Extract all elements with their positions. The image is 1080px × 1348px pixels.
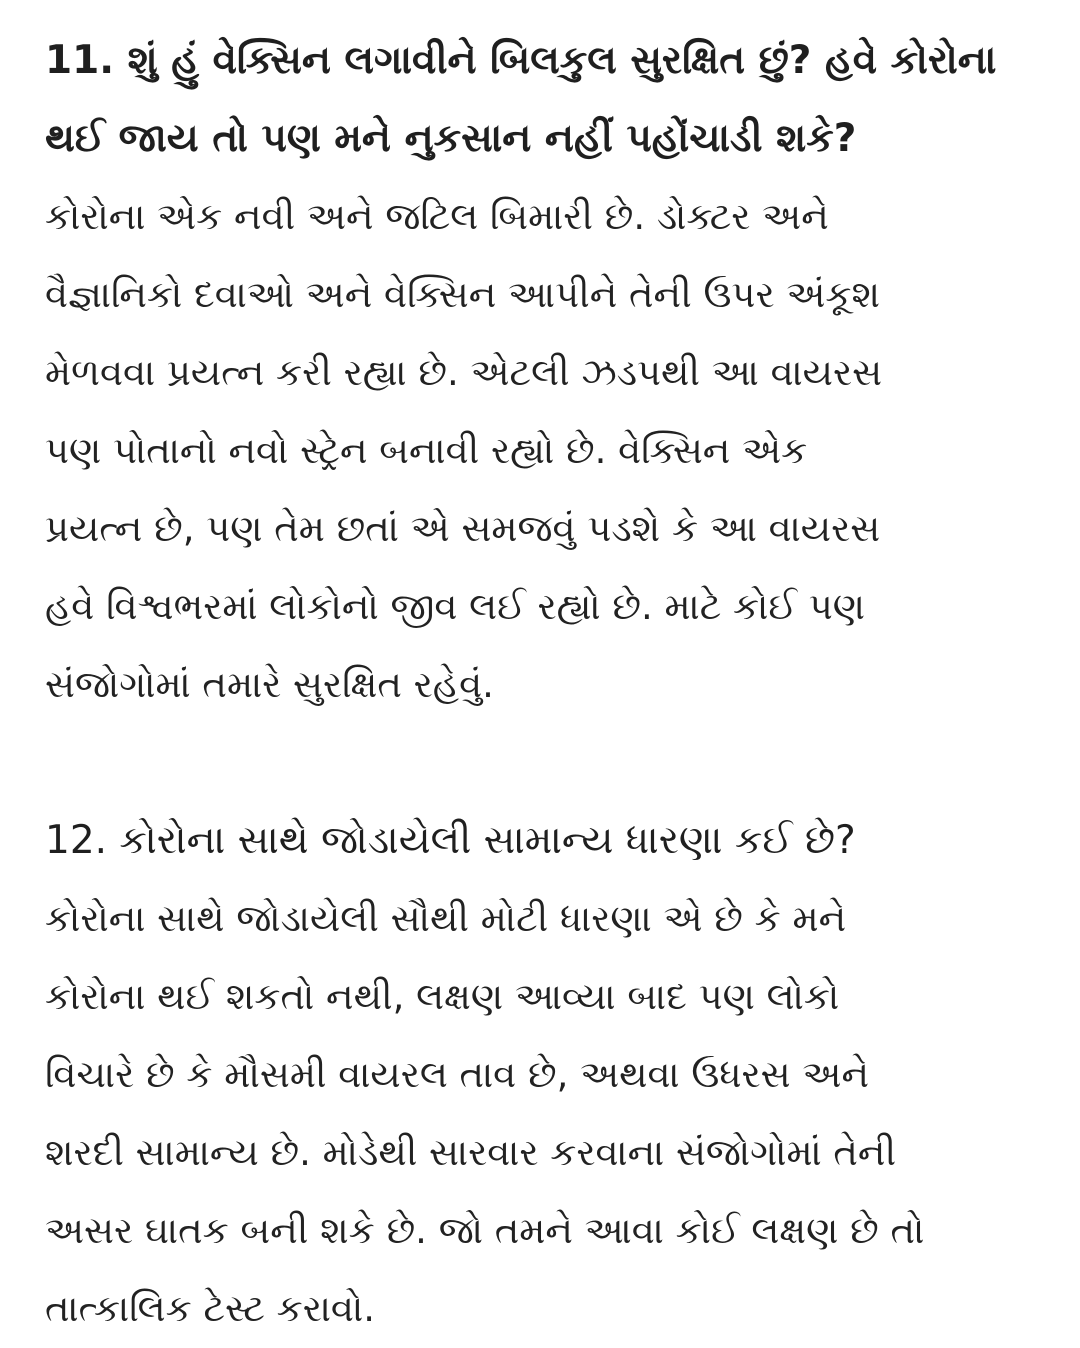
answer-line: કોરોના સાથે જોડાયેલી સૌથી મોટી ધારણા એ છે કે મને xyxy=(45,897,847,940)
answer-line: હવે વિશ્વભરમાં લોકોનો જીવ લઈ રહ્યો છે. માટે કોઈ પણ xyxy=(45,585,865,628)
answer-line: સંજોગોમાં તમારે સુરક્ષિત રહેવું. xyxy=(45,663,494,706)
answer-line: કોરોના થઈ શકતો નથી, લક્ષણ આવ્યા બાદ પણ લોકો xyxy=(45,975,840,1018)
section-spacer xyxy=(45,724,1045,802)
answer-paragraph xyxy=(45,178,1045,724)
question-line: 11. શું હું વેક્સિન લગાવીને બિલકુલ સુરક્ષિત છું? હવે કોરોના xyxy=(45,38,997,83)
question-heading xyxy=(45,22,1045,178)
answer-line: પણ પોતાનો નવો સ્ટ્રેન બનાવી રહ્યો છે. વેક્સિન એક xyxy=(45,429,808,472)
question-line: થઈ જાય તો પણ મને નુકસાન નહીં પહોંચાડી શકે? xyxy=(45,116,857,161)
question-heading xyxy=(45,802,1045,880)
answer-line: તાત્કાલિક ટેસ્ટ કરાવો. xyxy=(45,1287,375,1330)
answer-line: અસર ઘાતક બની શકે છે. જો તમને આવા કોઈ લક્ષણ છે તો xyxy=(45,1209,925,1252)
answer-paragraph xyxy=(45,880,1045,1348)
question-line: 12. કોરોના સાથે જોડાયેલી સામાન્ય ધારણા કઈ છે? xyxy=(45,818,856,863)
answer-line: વૈજ્ઞાનિકો દવાઓ અને વેક્સિન આપીને તેની ઉપર અંકૂશ xyxy=(45,273,881,316)
answer-line: મેળવવા પ્રયત્ન કરી રહ્યા છે. એટલી ઝડપથી આ વાયરસ xyxy=(45,351,883,394)
answer-line: શરદી સામાન્ય છે. મોડેથી સારવાર કરવાના સંજોગોમાં તેની xyxy=(45,1131,897,1174)
answer-line: વિચારે છે કે મૌસમી વાયરલ તાવ છે, અથવા ઉધરસ અને xyxy=(45,1053,870,1096)
faq-section-12 xyxy=(45,802,1045,1348)
answer-line: કોરોના એક નવી અને જટિલ બિમારી છે. ડોક્ટર અને xyxy=(45,195,829,238)
answer-line: પ્રયત્ન છે, પણ તેમ છતાં એ સમજવું પડશે કે આ વાયરસ xyxy=(45,507,881,550)
faq-section-11 xyxy=(45,22,1045,724)
article-body xyxy=(45,22,1045,1348)
